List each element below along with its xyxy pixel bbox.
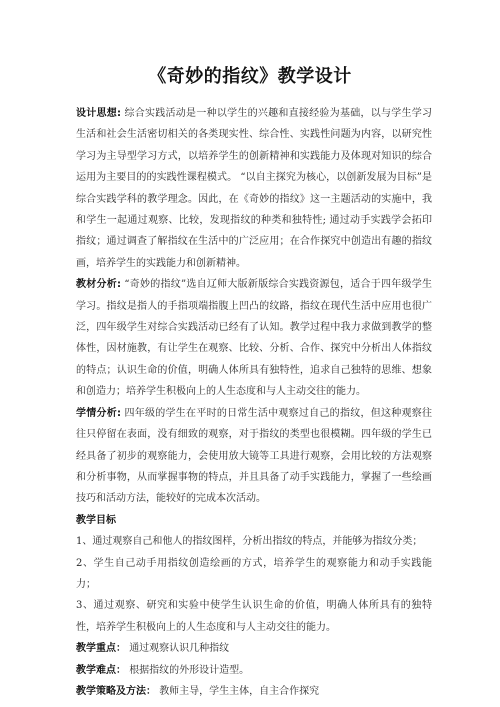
document-title: 《奇妙的指纹》教学设计	[148, 66, 352, 87]
design-idea-text: 综合实践活动是一种以学生的兴趣和直接经验为基础，以与学生学习生活和社会生活密切相关的各类现实性、综合性、实践性问题为内容，以研究性学习为主导型学习方式，以培养学生的创新精神和实践能力及体现对知识的综合运用为主要目的的实践性课程模式。 “以自主探究为核心，以创新发展为目标”是综合实践学科的教学理念。因此，在《奇妙的指纹》这一主题活动的实施中，我和学生一起通过观察、比较，发现指纹的种类和独特性; 通过动手实践学会拓印指纹；通过调查了解指纹在生活中的广泛应用；在合作探究中创造出有趣的指纹画，培养学生的实践能力和创新精神。	[76, 108, 433, 269]
material-paragraph	[76, 274, 432, 402]
material-label: 教材分析:	[76, 279, 121, 291]
goal-item-1: 1、通过观察自己和他人的指纹图样，分析出指纹的特点，并能够为指纹分类；	[76, 536, 423, 548]
key-point-text: 通过观察认识几种指纹	[129, 643, 230, 655]
difficult-point-text: 根据指纹的外形设计造型。	[129, 664, 250, 676]
goals-heading: 教学目标	[76, 514, 116, 526]
difficult-point-paragraph	[76, 660, 432, 681]
student-paragraph	[76, 403, 432, 510]
key-point-paragraph	[76, 638, 432, 659]
material-text: “奇妙的指纹”选自辽师大版新版综合实践资源包，适合于四年级学生学习。指纹是指人的手指项端指腹上凹凸的纹路，指纹在现代生活中应用也很广泛，四年级学生对综合实践活动已经有了认知。教学过程中我力求做到教学的整体性，因材施教，有让学生在观察、比较、分析、合作、探究中分析出人体指纹的特点；认识生命的价值，明确人体所具有独特性，追求自己独特的思维、想象和创造力；培养学生积极向上的人生态度和与人主动交往的能力。	[76, 279, 432, 398]
strategy-paragraph	[76, 681, 432, 702]
design-idea-label: 设计思想:	[76, 108, 122, 119]
student-text: 四年级的学生在平时的日常生活中观察过自己的指纹，但这种观察往往只停留在表面，没有细致的观察，对于指纹的类型也很模糊。四年级的学生已经具备了初步的观察能力，会使用放大镜等工具进行观察，会用比较的方法观察和分析事物，从而掌握事物的特点，并且具备了动手实践能力，掌握了一些绘画技巧和活动方法，能较好的完成本次活动。	[76, 407, 433, 505]
document-body	[76, 103, 432, 702]
strategy-text: 教师主导，学生主体，自主合作探究	[159, 685, 320, 697]
difficult-point-label: 教学难点：	[76, 664, 126, 676]
strategy-label: 教学策略及方法：	[76, 685, 156, 697]
design-idea-paragraph	[76, 103, 432, 274]
goal-item-3: 3、通过观察、研究和实验中使学生认识生命的价值，明确人体所具有的独特性，培养学生积极向上的人生态度和与人主动交往的能力。	[76, 600, 432, 633]
key-point-label: 教学重点：	[76, 643, 126, 655]
goal-item-2: 2、学生自己动手用指纹创造绘画的方式，培养学生的观察能力和动手实践能力；	[76, 557, 432, 590]
student-label: 学情分析:	[76, 407, 122, 419]
